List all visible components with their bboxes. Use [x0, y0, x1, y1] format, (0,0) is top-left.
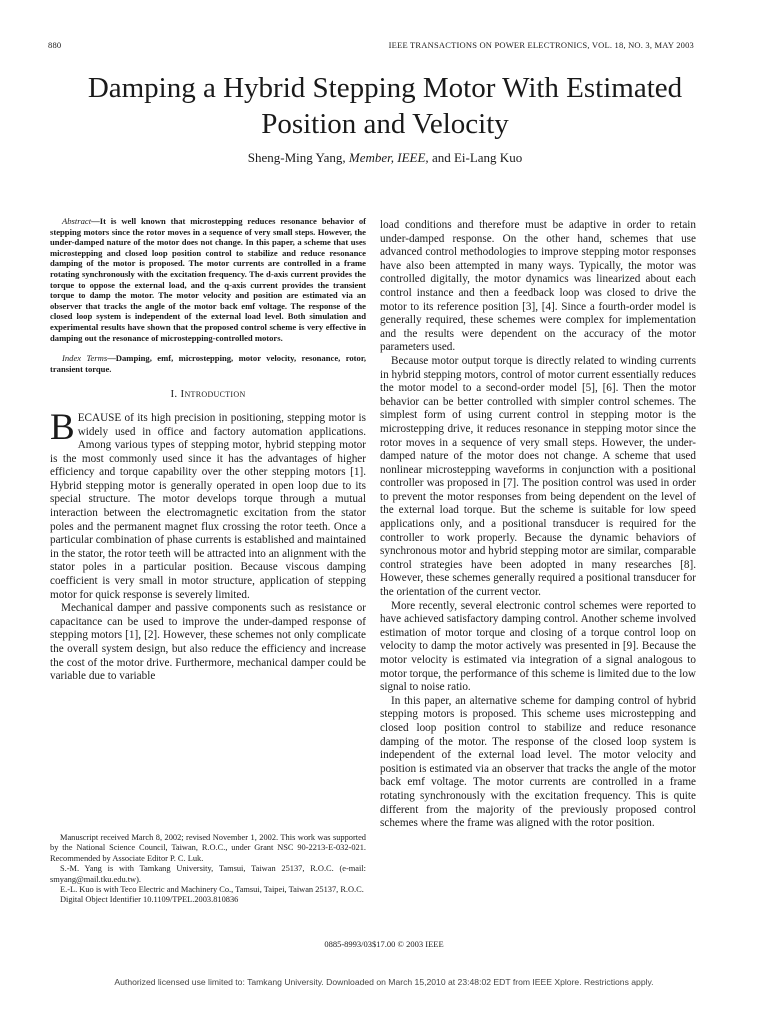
intro-paragraph-2: Mechanical damper and passive components such as resistance or capacitance can be used to improve the under-damped response of stepping motors [1], [2]. However, these schemes not only complicate the overall system design, but also reduce the efficiency and increase the cost of the motor drive. Furthermore, mechanical damper could be variable due to variable	[50, 602, 366, 683]
author-membership: Member, IEEE,	[348, 150, 429, 165]
footnote-author2: E.-L. Kuo is with Teco Electric and Machinery Co., Tamsui, Taipei, Taiwan 25137, R.O.C.	[60, 885, 364, 895]
footnote-manuscript: Manuscript received March 8, 2002; revised November 1, 2002. This work was supported by the National Science Council, Taiwan, R.O.C., under Grant NSC 90-2213-E-032-021. Recommended by Associate Editor P. C. Luk.	[50, 833, 366, 863]
author-name: Sheng-Ming Yang,	[247, 150, 346, 165]
index-terms-label: Index Terms	[62, 353, 108, 364]
drop-cap: B	[50, 406, 75, 448]
abstract-label: Abstract	[62, 216, 92, 226]
right-paragraph-3: More recently, several electronic control schemes were reported to have achieved satisfactory damping control. Another scheme involved estimation of motor torque and closing of a torque control loop on velocity to damp the motor actively was presented in [9]. Because the motor velocity is estimated via integration of a signal analogous to motor torque, the performance of this scheme is limited due to the low signal to noise ratio.	[380, 599, 696, 694]
copyright-line: 0885-8993/03$17.00 © 2003 IEEE	[324, 939, 444, 949]
paper-title: Damping a Hybrid Stepping Motor With Estimated Position and Velocity	[87, 72, 683, 140]
author-line	[40, 150, 730, 166]
right-paragraph-4: In this paper, an alternative scheme for damping control of hybrid stepping motors is proposed. This scheme uses microstepping and closed loop position control to stabilize and reduce resonance damping of the motor. The response of the closed loop system is independent of the external load level. The motor velocity and position is estimated via an observer that tracks the angle of the motor back emf voltage. The motor currents are controlled in a frame rotating synchronously with the excitation frequency. This is quite different from the majority of the previously proposed control schemes where the frame was aligned with the rotor position.	[380, 694, 696, 830]
intro-paragraph-1	[50, 406, 366, 602]
authorized-use-notice: Authorized licensed use limited to: Tamkang University. Downloaded on March 15,2010 at 23:48:02 EDT from IEEE Xplore. Restrictions apply.	[114, 977, 654, 987]
abstract-text: —It is well known that microstepping reduces resonance behavior of stepping motors since the rotor moves in a sequence of very small steps. However, the under-damped nature of the motor does not change. In this paper, a scheme that uses microstepping and closed loop position control to stabilize and reduce resonance damping of the motor is proposed. The motor currents are controlled in a frame rotating synchronously with the excitation frequency. The d-axis current provides the torque to oppose the external load, and the q-axis current provides the transient torque to damp the motor. The motor velocity and position are estimated via an observer that tracks the angle of the motor back emf voltage. The response of the closed loop system is independent of the external load level. Both simulation and experimental results have shown that the proposed control scheme is very effective in damping out the resonance of microstepping-controlled motors.	[50, 216, 366, 343]
page-number: 880	[48, 40, 62, 50]
section-number: I.	[170, 388, 178, 401]
footnote-author1: S.-M. Yang is with Tamkang University, Tamsui, Taiwan 25137, R.O.C. (e-mail: smyang@mail.tku.edu.tw).	[50, 864, 366, 884]
section-heading	[50, 388, 366, 402]
right-paragraph-1: load conditions and therefore must be adaptive in order to retain under-damped response. On the other hand, schemes that use advanced control methodologies to improve stepping motor responses have also been attempted in many ways. Typically, the motor was controlled digitally, the motor dynamics was linearized about each control instance and then a feedback loop was closed to drive the motor to its reference position [3], [4]. Since a fourth-order model is generally required, these schemes were complex for implementation and the results were dependent on the accuracy of the motor parameters used.	[380, 219, 696, 354]
abstract	[50, 216, 366, 343]
right-paragraph-2: Because motor output torque is directly related to winding currents in hybrid stepping motors, control of motor current essentially reduces the motor model to a second-order model [5], [6]. Then the motor behavior can be better controlled with simpler control schemes. The simplest form of using current control in stepping motor is the microstepping drive, it reduces resonance in stepping motor since the rotor moves in a sequence of very small steps. However, the under-damped nature of the motor does not change. A scheme that used nonlinear microstepping waveforms in conjunction with a positional controller was proposed in [7]. The position control was used in order to prevent the motor responses from being dependent on the level of the external load torque. But the scheme is suitable for low speed applications only, and a positional transducer is required for the controller to work properly. Because the dynamic behaviors of synchronous motor and hybrid stepping motor are similar, comparable control strategies have been adopted in many researches [8]. However, these schemes generally required a positional transducer for the orientation of the current vector.	[380, 354, 696, 599]
journal-header: IEEE TRANSACTIONS ON POWER ELECTRONICS, VOL. 18, NO. 3, MAY 2003	[388, 40, 694, 50]
index-terms-text: —Damping, emf, microstepping, motor velocity, resonance, rotor, transient torque.	[50, 353, 366, 374]
section-title: Introduction	[180, 388, 246, 401]
right-column	[380, 219, 696, 831]
footnote-doi: Digital Object Identifier 10.1109/TPEL.2003.810836	[60, 895, 239, 905]
footnote-block	[50, 833, 366, 906]
index-terms	[50, 353, 366, 374]
left-column	[50, 216, 366, 684]
intro-paragraph-1-text: ECAUSE of its high precision in positioning, stepping motor is widely used in office and factory automation applications. Among various types of stepping motor, hybrid stepping motor is the most commonly used since it has the advantages of higher efficiency and torque capability over the other stepping motors [1]. Hybrid stepping motor is generally operated in open loop due to its special structure. The motor develops torque through a mutual interaction between the electromagnetic excitation from the stator poles and the permanent magnet flux crossing the rotor teeth. Once a particular combination of phase currents is established and maintained in the stator, the rotor teeth will be attracted into an alignment with the stator poles in a particular position. Because viscous damping coefficient is very small in motor structure, application of stepping motor for quick response is severely limited.	[50, 411, 366, 601]
coauthor-name: and Ei-Lang Kuo	[431, 150, 523, 165]
